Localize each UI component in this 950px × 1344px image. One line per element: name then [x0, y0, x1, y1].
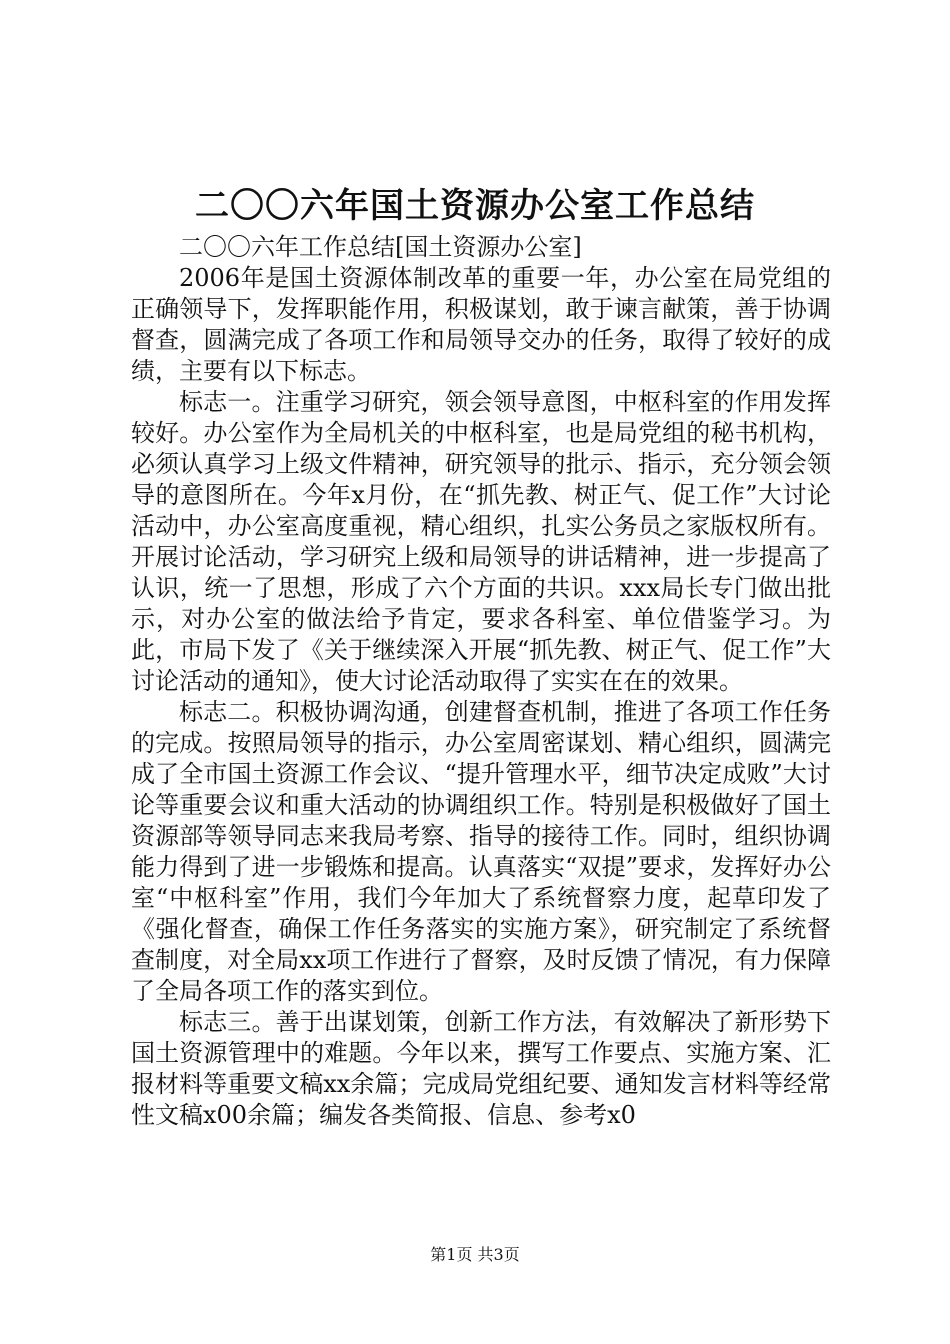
page-number-footer: 第1页 共3页	[430, 1245, 520, 1264]
document-subtitle: 二〇〇六年工作总结[国土资源办公室]	[179, 233, 582, 261]
document-body	[131, 232, 831, 1131]
paragraph-mark-three: 标志三。善于出谋划策，创新工作方法，有效解决了新形势下国土资源管理中的难题。今年以来，撰写工作要点、实施方案、汇报材料等重要文稿xx余篇；完成局党组纪要、通知发言材料等经常性文稿x00余篇；编发各类简报、信息、参考x0	[131, 1008, 831, 1129]
paragraph-intro: 2006年是国土资源体制改革的重要一年，办公室在局党组的正确领导下，发挥职能作用，积极谋划，敢于谏言献策，善于协调督查，圆满完成了各项工作和局领导交办的任务，取得了较好的成绩，主要有以下标志。	[131, 264, 831, 385]
paragraph-mark-one: 标志一。注重学习研究，领会领导意图，中枢科室的作用发挥较好。办公室作为全局机关的中枢科室，也是局党组的秘书机构，必须认真学习上级文件精神，研究领导的批示、指示，充分领会领导的意图所在。今年x月份，在“抓先教、树正气、促工作”大讨论活动中，办公室高度重视，精心组织，扎实公务员之家版权所有。开展讨论活动，学习研究上级和局领导的讲话精神，进一步提高了认识，统一了思想，形成了六个方面的共识。xxx局长专门做出批示，对办公室的做法给予肯定，要求各科室、单位借鉴学习。为此，市局下发了《关于继续深入开展“抓先教、树正气、促工作”大讨论活动的通知》，使大讨论活动取得了实实在在的效果。	[131, 388, 831, 695]
document-title: 二〇〇六年国土资源办公室工作总结	[195, 186, 755, 226]
paragraph-mark-two: 标志二。积极协调沟通，创建督查机制，推进了各项工作任务的完成。按照局领导的指示，办公室周密谋划、精心组织，圆满完成了全市国土资源工作会议、“提升管理水平，细节决定成败”大讨论等重要会议和重大活动的协调组织工作。特别是积极做好了国土资源部等领导同志来我局考察、指导的接待工作。同时，组织协调能力得到了进一步锻炼和提高。认真落实“双提”要求，发挥好办公室“中枢科室”作用，我们今年加大了系统督察力度，起草印发了《强化督查，确保工作任务落实的实施方案》，研究制定了系统督查制度，对全局xx项工作进行了督察，及时反馈了情况，有力保障了全局各项工作的落实到位。	[131, 698, 831, 1005]
